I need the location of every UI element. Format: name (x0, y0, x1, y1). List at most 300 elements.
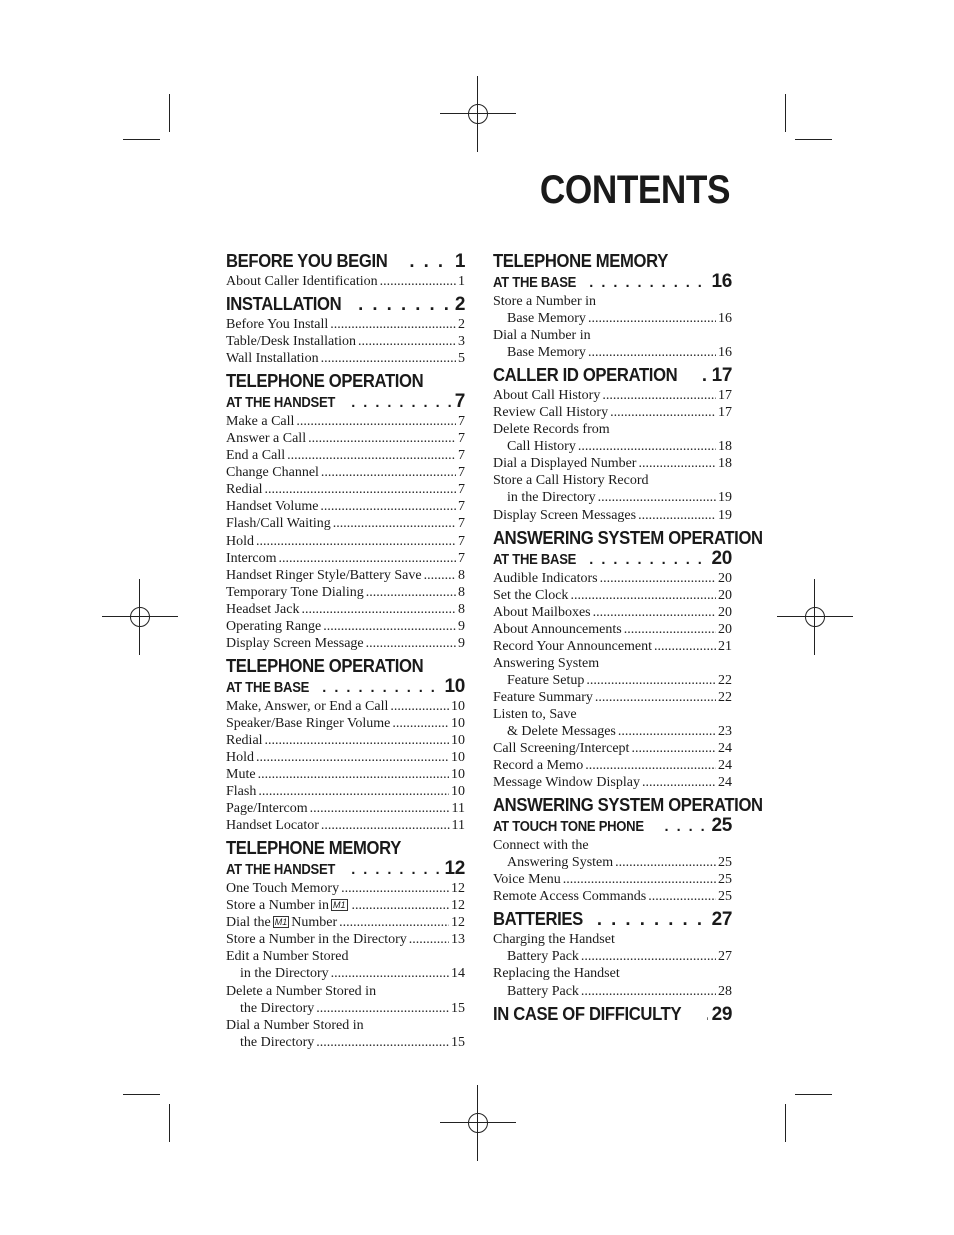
dot-leader (610, 404, 716, 421)
toc-entry-continuation[interactable] (226, 965, 465, 982)
toc-entry-label: Change Channel (226, 465, 319, 481)
toc-entry-label: Answering System (507, 855, 614, 871)
toc-entry[interactable] (493, 421, 732, 438)
toc-section (226, 293, 465, 367)
dot-leader (624, 621, 716, 638)
section-page-number: 1 (454, 251, 465, 272)
dot-leader (351, 394, 451, 413)
toc-entry-label: Handset Volume (226, 499, 319, 515)
toc-entry[interactable] (226, 550, 465, 567)
toc-entry-page: 10 (451, 784, 465, 800)
dot-leader (585, 757, 716, 774)
dot-leader (654, 638, 716, 655)
dot-leader (380, 273, 456, 290)
toc-entry-label: the Directory (240, 1000, 315, 1016)
toc-entry[interactable] (493, 621, 732, 638)
section-subheading[interactable] (226, 392, 465, 413)
toc-entry-label: Make, Answer, or End a Call (226, 698, 389, 714)
toc-entry-page: 8 (458, 584, 465, 600)
toc-entry-page: 24 (718, 741, 732, 757)
section-subheading-label: AT THE BASE (493, 275, 577, 291)
toc-entry-label: Temporary Tone Dialing (226, 584, 364, 600)
section-page-number: 29 (711, 1003, 732, 1025)
toc-entry-page: 25 (718, 855, 732, 871)
section-heading[interactable] (226, 250, 465, 273)
dot-leader (351, 861, 440, 880)
section-heading-label: INSTALLATION (226, 293, 342, 315)
section-heading[interactable] (226, 293, 465, 316)
toc-entry-page: 18 (718, 456, 732, 472)
section-page-number: 27 (711, 909, 732, 931)
toc-entry[interactable] (493, 888, 732, 905)
crop-mark (123, 1094, 160, 1095)
dot-leader (581, 983, 716, 1000)
toc-entry-page: 7 (458, 448, 465, 464)
crop-mark (123, 139, 160, 140)
toc-entry-page: 10 (451, 715, 465, 731)
dot-leader (409, 250, 451, 272)
toc-entry-label: Operating Range (226, 618, 322, 634)
toc-entry[interactable] (493, 837, 732, 854)
dot-leader (570, 587, 716, 604)
toc-entry-label: About Caller Identification (226, 274, 378, 289)
toc-entry-label: in the Directory (507, 490, 596, 506)
dot-leader (618, 723, 716, 740)
toc-entry[interactable] (493, 774, 732, 791)
toc-entry-label: Page/Intercom (226, 801, 308, 817)
toc-entry[interactable] (226, 749, 465, 766)
registration-mark-icon (440, 1085, 516, 1161)
toc-section (226, 250, 465, 290)
toc-entry-continuation[interactable] (493, 983, 732, 1000)
dot-leader (316, 1034, 449, 1051)
toc-entry[interactable] (226, 698, 465, 715)
toc-entry-page: 15 (451, 1000, 465, 1016)
toc-entry-page: 17 (718, 388, 732, 404)
toc-entry-label: Battery Pack (507, 949, 579, 965)
dot-leader (665, 818, 708, 837)
toc-entry[interactable] (493, 507, 732, 524)
toc-entry-page: 17 (718, 405, 732, 421)
toc-entry[interactable] (226, 914, 465, 931)
dot-leader (320, 498, 456, 515)
toc-entry-page: 28 (718, 983, 732, 999)
toc-entry-page: 7 (458, 414, 465, 430)
toc-entry-continuation[interactable] (493, 438, 732, 455)
toc-entry-label: Audible Indicators (493, 570, 598, 586)
toc-entry-label: Speaker/Base Ringer Volume (226, 715, 391, 731)
toc-entry-continuation[interactable] (226, 1034, 465, 1051)
dot-leader (352, 897, 449, 914)
dot-leader (631, 740, 716, 757)
toc-entry-page: 16 (718, 345, 732, 361)
dot-leader (279, 550, 456, 567)
toc-entry[interactable] (226, 316, 465, 333)
toc-entry[interactable] (226, 350, 465, 367)
toc-entry[interactable] (226, 273, 465, 290)
toc-entry-label: Mute (226, 767, 256, 783)
toc-entry[interactable] (226, 601, 465, 618)
dot-leader (702, 364, 708, 386)
section-page-number: 25 (711, 815, 732, 837)
section-heading-label: ANSWERING SYSTEM OPERATION (493, 526, 763, 548)
toc-entry-continuation[interactable] (493, 344, 732, 361)
section-subheading[interactable] (226, 859, 465, 880)
toc-entry-page: 21 (718, 638, 732, 654)
toc-entry-page: 9 (458, 635, 465, 651)
toc-entry[interactable] (493, 570, 732, 587)
toc-entry-page: 7 (458, 550, 465, 566)
toc-entry-label: Delete a Number Stored in (226, 983, 377, 999)
section-heading[interactable] (493, 250, 732, 272)
section-page-number: 7 (454, 391, 465, 413)
dot-leader (600, 570, 716, 587)
toc-entry[interactable] (493, 455, 732, 472)
toc-entry-label: About Mailboxes (493, 604, 591, 620)
toc-entry-page: 22 (718, 672, 732, 688)
toc-entry-page: 19 (718, 490, 732, 506)
section-heading-label: TELEPHONE OPERATION (226, 654, 424, 676)
dot-leader (316, 1000, 449, 1017)
toc-entry-label: the Directory (240, 1034, 315, 1050)
toc-entry-page: 8 (458, 601, 465, 617)
dot-leader (321, 350, 456, 367)
section-heading-label: TELEPHONE MEMORY (226, 837, 401, 859)
toc-entry-page: 7 (458, 465, 465, 481)
section-subheading-label: AT THE HANDSET (226, 862, 336, 879)
toc-entry-label: Store a Call History Record (493, 473, 649, 489)
toc-entry-label: Flash/Call Waiting (226, 516, 331, 532)
toc-section (226, 370, 465, 652)
toc-entry-page: 9 (458, 618, 465, 634)
dot-leader (256, 533, 456, 550)
toc-entry-label: Store a Number in the Directory (226, 932, 407, 948)
m1-key-icon: M1 (274, 917, 288, 928)
toc-entry-page: 22 (718, 689, 732, 705)
toc-entry[interactable] (226, 800, 465, 817)
dot-leader (706, 1003, 708, 1025)
toc-entry[interactable] (226, 880, 465, 897)
toc-entry-label: Table/Desk Installation (226, 334, 357, 350)
dot-leader (588, 344, 716, 361)
toc-entry-label: Edit a Number Stored (226, 949, 349, 965)
dot-leader (339, 914, 449, 931)
toc-entry-page: 16 (718, 311, 732, 327)
toc-entry[interactable] (493, 689, 732, 706)
dot-leader (589, 274, 707, 293)
toc-entry-page: 24 (718, 758, 732, 774)
section-heading-label: CALLER ID OPERATION (493, 364, 678, 386)
toc-entry-page: 2 (458, 317, 465, 333)
toc-entry[interactable] (493, 587, 732, 604)
toc-entry-label: Battery Pack (507, 983, 579, 999)
toc-entry-page: 14 (451, 966, 465, 982)
toc-entry[interactable] (226, 983, 465, 1000)
section-subheading[interactable] (493, 816, 732, 837)
section-heading[interactable] (226, 837, 465, 859)
dot-leader (265, 732, 449, 749)
dot-leader (409, 931, 449, 948)
toc-entry-label: Store a Number in M1 (226, 898, 346, 914)
section-heading-label: TELEPHONE MEMORY (493, 250, 668, 271)
toc-entry[interactable] (226, 498, 465, 515)
toc-entry-continuation[interactable] (493, 723, 732, 740)
toc-entry-label: & Delete Messages (507, 723, 616, 739)
section-subheading-label: AT THE BASE (226, 679, 310, 696)
dot-leader (595, 689, 716, 706)
section-subheading[interactable] (226, 677, 465, 698)
dot-leader (256, 749, 449, 766)
toc-entry[interactable] (226, 430, 465, 447)
toc-entry[interactable] (226, 1017, 465, 1034)
toc-column-left (226, 250, 465, 1051)
toc-entry-label: Record Your Announcement (493, 638, 653, 654)
toc-entry[interactable] (226, 515, 465, 532)
toc-entry-page: 20 (718, 604, 732, 620)
toc-entry[interactable] (493, 655, 732, 672)
toc-entry-page: 7 (458, 499, 465, 515)
toc-entry[interactable] (226, 333, 465, 350)
dot-leader (615, 854, 716, 871)
section-heading[interactable] (493, 794, 763, 816)
dot-leader (331, 965, 449, 982)
toc-entry[interactable] (226, 481, 465, 498)
toc-entry[interactable] (226, 618, 465, 635)
section-heading-label: BEFORE YOU BEGIN (226, 250, 388, 271)
toc-entry[interactable] (226, 948, 465, 965)
dot-leader (642, 774, 716, 791)
toc-entry-label: Flash (226, 784, 257, 800)
section-heading[interactable] (493, 364, 732, 387)
toc-entry-label: Headset Jack (226, 601, 300, 617)
crop-mark (795, 1094, 832, 1095)
dot-leader (258, 783, 449, 800)
toc-entry-label: Listen to, Save (493, 706, 577, 722)
toc-entry-page: 11 (451, 818, 465, 834)
dot-leader (265, 481, 456, 498)
section-heading[interactable] (226, 370, 465, 392)
section-subheading-label: AT TOUCH TONE PHONE (493, 819, 644, 836)
toc-entry[interactable] (226, 413, 465, 430)
toc-entry-label: Make a Call (226, 414, 295, 430)
toc-entry[interactable] (493, 871, 732, 888)
section-heading[interactable] (493, 526, 763, 549)
section-page-number: 20 (711, 547, 732, 569)
toc-entry[interactable] (493, 387, 732, 404)
toc-entry[interactable] (226, 817, 465, 834)
toc-entry-label: Store a Number in (493, 294, 597, 309)
toc-entry-continuation[interactable] (493, 672, 732, 689)
toc-entry-label: Replacing the Handset (493, 966, 620, 982)
section-subheading-label: AT THE HANDSET (226, 395, 336, 412)
crop-mark (785, 94, 786, 132)
dot-leader (301, 601, 456, 618)
toc-entry-page: 7 (458, 516, 465, 532)
toc-entry-page: 12 (451, 898, 465, 914)
toc-section (493, 364, 732, 523)
toc-entry[interactable] (226, 464, 465, 481)
section-page-number: 17 (711, 365, 732, 387)
section-page-number: 16 (711, 271, 732, 292)
dot-leader (589, 551, 707, 570)
toc-entry-page: 5 (458, 351, 465, 367)
dot-leader (563, 871, 716, 888)
dot-leader (638, 507, 716, 524)
toc-entry[interactable] (226, 567, 465, 584)
toc-entry-page: 25 (718, 889, 732, 905)
toc-entry[interactable] (226, 635, 465, 652)
dot-leader (578, 438, 716, 455)
section-page-number: 12 (444, 858, 465, 880)
toc-entry-page: 23 (718, 723, 732, 739)
section-heading[interactable] (493, 908, 732, 931)
crop-mark (169, 1104, 170, 1142)
toc-entry[interactable] (493, 327, 732, 344)
toc-section (493, 794, 763, 905)
toc-section (493, 526, 763, 792)
toc-entry[interactable] (493, 472, 732, 489)
toc-entry-label: Call History (507, 439, 576, 455)
toc-entry-page: 20 (718, 587, 732, 603)
toc-column-right (493, 250, 763, 1026)
toc-entry-continuation[interactable] (493, 310, 732, 327)
toc-entry[interactable] (226, 533, 465, 550)
toc-entry-page: 7 (458, 482, 465, 498)
section-heading-label: ANSWERING SYSTEM OPERATION (493, 794, 763, 816)
dot-leader (598, 489, 716, 506)
toc-entry-page: 13 (451, 932, 465, 948)
toc-entry[interactable] (493, 931, 732, 948)
toc-entry[interactable] (493, 293, 732, 310)
dot-leader (638, 455, 716, 472)
toc-entry[interactable] (493, 638, 732, 655)
toc-entry[interactable] (493, 740, 732, 757)
toc-entry[interactable] (226, 897, 465, 914)
toc-entry-page: 20 (718, 621, 732, 637)
toc-entry-page: 7 (458, 431, 465, 447)
toc-entry-label: Display Screen Message (226, 635, 364, 651)
toc-entry-label: Answer a Call (226, 431, 307, 447)
toc-entry-page: 20 (718, 570, 732, 586)
crop-mark (785, 1104, 786, 1142)
toc-entry-label: Set the Clock (493, 587, 569, 603)
toc-section (226, 837, 465, 1050)
toc-entry-label: Feature Setup (507, 672, 585, 688)
toc-entry-label: Before You Install (226, 317, 329, 333)
m1-key-icon: M1 (333, 900, 346, 911)
toc-entry[interactable] (493, 757, 732, 774)
section-page-number: 2 (454, 294, 465, 316)
toc-entry-page: 19 (718, 507, 732, 523)
toc-entry-page: 3 (458, 334, 465, 350)
crop-mark (795, 139, 832, 140)
toc-entry-continuation[interactable] (493, 489, 732, 506)
toc-entry-label: Display Screen Messages (493, 507, 637, 523)
toc-entry-label: One Touch Memory (226, 881, 340, 897)
dot-leader (424, 567, 456, 584)
toc-entry-label: Connect with the (493, 838, 589, 854)
toc-entry-label: Feature Summary (493, 689, 593, 705)
dot-leader (341, 880, 449, 897)
registration-mark-icon (777, 579, 853, 655)
dot-leader (586, 672, 716, 689)
toc-entry-label: Answering System (493, 655, 600, 671)
toc-entry-label: Wall Installation (226, 351, 319, 367)
toc-section (493, 250, 732, 361)
dot-leader (602, 387, 716, 404)
toc-entry-label: Review Call History (493, 405, 609, 421)
toc-entry[interactable] (226, 783, 465, 800)
toc-entry[interactable] (226, 715, 465, 732)
toc-entry[interactable] (226, 931, 465, 948)
registration-mark-icon (440, 76, 516, 152)
dot-leader (648, 888, 716, 905)
section-heading-label: BATTERIES (493, 908, 583, 930)
dot-leader (581, 948, 716, 965)
toc-entry-continuation[interactable] (493, 854, 732, 871)
toc-entry-label: Dial a Number in (493, 328, 591, 344)
dot-leader (588, 310, 716, 327)
dot-leader (310, 800, 450, 817)
toc-entry-page: 1 (458, 274, 465, 289)
toc-entry[interactable] (226, 766, 465, 783)
toc-entry-label: Handset Locator (226, 818, 319, 834)
section-page-number: 10 (444, 675, 465, 697)
toc-entry-continuation[interactable] (226, 1000, 465, 1017)
toc-entry[interactable] (493, 965, 732, 982)
toc-entry[interactable] (226, 584, 465, 601)
section-heading[interactable] (493, 1003, 732, 1026)
toc-entry[interactable] (493, 604, 732, 621)
dot-leader (333, 515, 456, 532)
toc-entry-page: 10 (451, 732, 465, 748)
toc-entry-label: Dial the M1 Number (226, 915, 338, 931)
toc-entry-label: Intercom (226, 550, 277, 566)
section-subheading[interactable] (493, 549, 732, 570)
toc-entry-continuation[interactable] (493, 948, 732, 965)
section-heading-label: IN CASE OF DIFFICULTY (493, 1002, 682, 1024)
toc-entry-page: 18 (718, 439, 732, 455)
toc-entry-page: 24 (718, 775, 732, 791)
toc-entry[interactable] (226, 447, 465, 464)
section-heading[interactable] (226, 655, 465, 677)
toc-entry-label: Hold (226, 533, 254, 549)
dot-leader (258, 766, 449, 783)
toc-entry-label: Dial a Displayed Number (493, 456, 637, 472)
toc-entry-page: 15 (451, 1034, 465, 1050)
toc-entry[interactable] (493, 706, 732, 723)
toc-entry-label: Message Window Display (493, 775, 640, 791)
crop-mark (169, 94, 170, 132)
dot-leader (358, 333, 456, 350)
toc-entry-page: 25 (718, 872, 732, 888)
dot-leader (321, 817, 450, 834)
toc-entry-label: Voice Menu (493, 872, 561, 888)
dot-leader (593, 604, 716, 621)
section-subheading[interactable] (493, 272, 732, 293)
toc-entry-label: Dial a Number Stored in (226, 1017, 364, 1033)
toc-entry[interactable] (226, 732, 465, 749)
dot-leader (392, 715, 449, 732)
dot-leader (366, 584, 456, 601)
toc-entry-page: 27 (718, 949, 732, 965)
toc-entry[interactable] (493, 404, 732, 421)
toc-entry-page: 8 (458, 567, 465, 583)
dot-leader (322, 679, 440, 698)
dot-leader (296, 413, 456, 430)
toc-entry-page: 10 (451, 698, 465, 714)
toc-entry-page: 12 (451, 915, 465, 931)
